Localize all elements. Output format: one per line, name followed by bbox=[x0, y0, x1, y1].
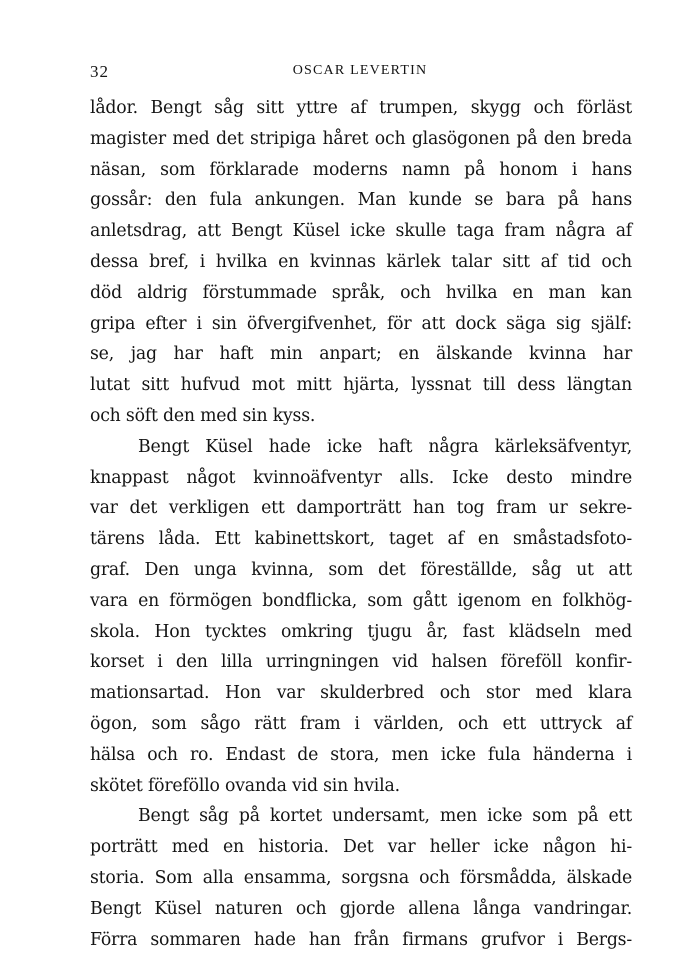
paragraph-last-line: skötet föreföllo ovanda vid sin hvila. bbox=[90, 775, 400, 796]
text-line: graf. Den unga kvinna, som det föreställde, såg ut att bbox=[90, 559, 632, 580]
text-line: näsan, som förklarade moderns namn på honom i hans bbox=[90, 159, 632, 180]
text-line: anletsdrag, att Bengt Küsel icke skulle taga fram några af bbox=[90, 221, 632, 242]
text-line: korset i den lilla urringningen vid halsen föreföll konfir- bbox=[90, 652, 632, 673]
text-line: dessa bref, i hvilka en kvinnas kärlek talar sitt af tid och bbox=[90, 251, 632, 272]
text-line: knappast något kvinnoäfventyr alls. Icke desto mindre bbox=[90, 467, 632, 488]
text-line: mationsartad. Hon var skulderbred och stor med klara bbox=[90, 683, 632, 704]
text-line: gossår: den fula ankungen. Man kunde se bara på hans bbox=[90, 190, 632, 211]
text-line: Bengt Küsel naturen och gjorde allena långa vandringar. bbox=[90, 898, 632, 919]
text-line: ögon, som sågo rätt fram i världen, och ett uttryck af bbox=[90, 713, 632, 734]
text-line: se, jag har haft min anpart; en älskande kvinna har bbox=[90, 344, 632, 365]
paragraph-first-line: Bengt Küsel hade icke haft några kärleksäfventyr, bbox=[138, 436, 632, 457]
text-line: var det verkligen ett damporträtt han tog fram ur sekre- bbox=[90, 498, 632, 519]
text-line: hälsa och ro. Endast de stora, men icke fula händerna i bbox=[90, 744, 632, 765]
text-line: lådor. Bengt såg sitt yttre af trumpen, skygg och förläst bbox=[90, 98, 632, 118]
paragraph-last-line: och söft den med sin kyss. bbox=[90, 405, 316, 426]
page-header bbox=[90, 62, 630, 88]
text-line: storia. Som alla ensamma, sorgsna och försmådda, älskade bbox=[90, 867, 632, 888]
page-number: 32 bbox=[90, 62, 109, 81]
text-line: tärens låda. Ett kabinettskort, taget af en småstadsfoto- bbox=[90, 529, 632, 550]
text-line: porträtt med en historia. Det var heller icke någon hi- bbox=[90, 837, 632, 858]
text-line: Förra sommaren hade han från firmans grufvor i Bergs- bbox=[90, 929, 632, 950]
text-line: gripa efter i sin öfvergifvenhet, för att dock säga sig själf: bbox=[90, 313, 632, 334]
running-head: OSCAR LEVERTIN bbox=[292, 63, 428, 78]
body-text bbox=[90, 93, 632, 955]
text-line: skola. Hon tycktes omkring tjugu år, fast klädseln med bbox=[90, 621, 632, 642]
text-line: vara en förmögen bondflicka, som gått igenom en folkhög- bbox=[90, 590, 632, 611]
text-line: lutat sitt hufvud mot mitt hjärta, lyssnat till dess längtan bbox=[90, 375, 632, 396]
text-line: magister med det stripiga håret och glasögonen på den breda bbox=[90, 128, 632, 149]
text-line: död aldrig förstummade språk, och hvilka en man kan bbox=[90, 282, 632, 303]
paragraph-first-line: Bengt såg på kortet undersamt, men icke som på ett bbox=[138, 806, 632, 827]
